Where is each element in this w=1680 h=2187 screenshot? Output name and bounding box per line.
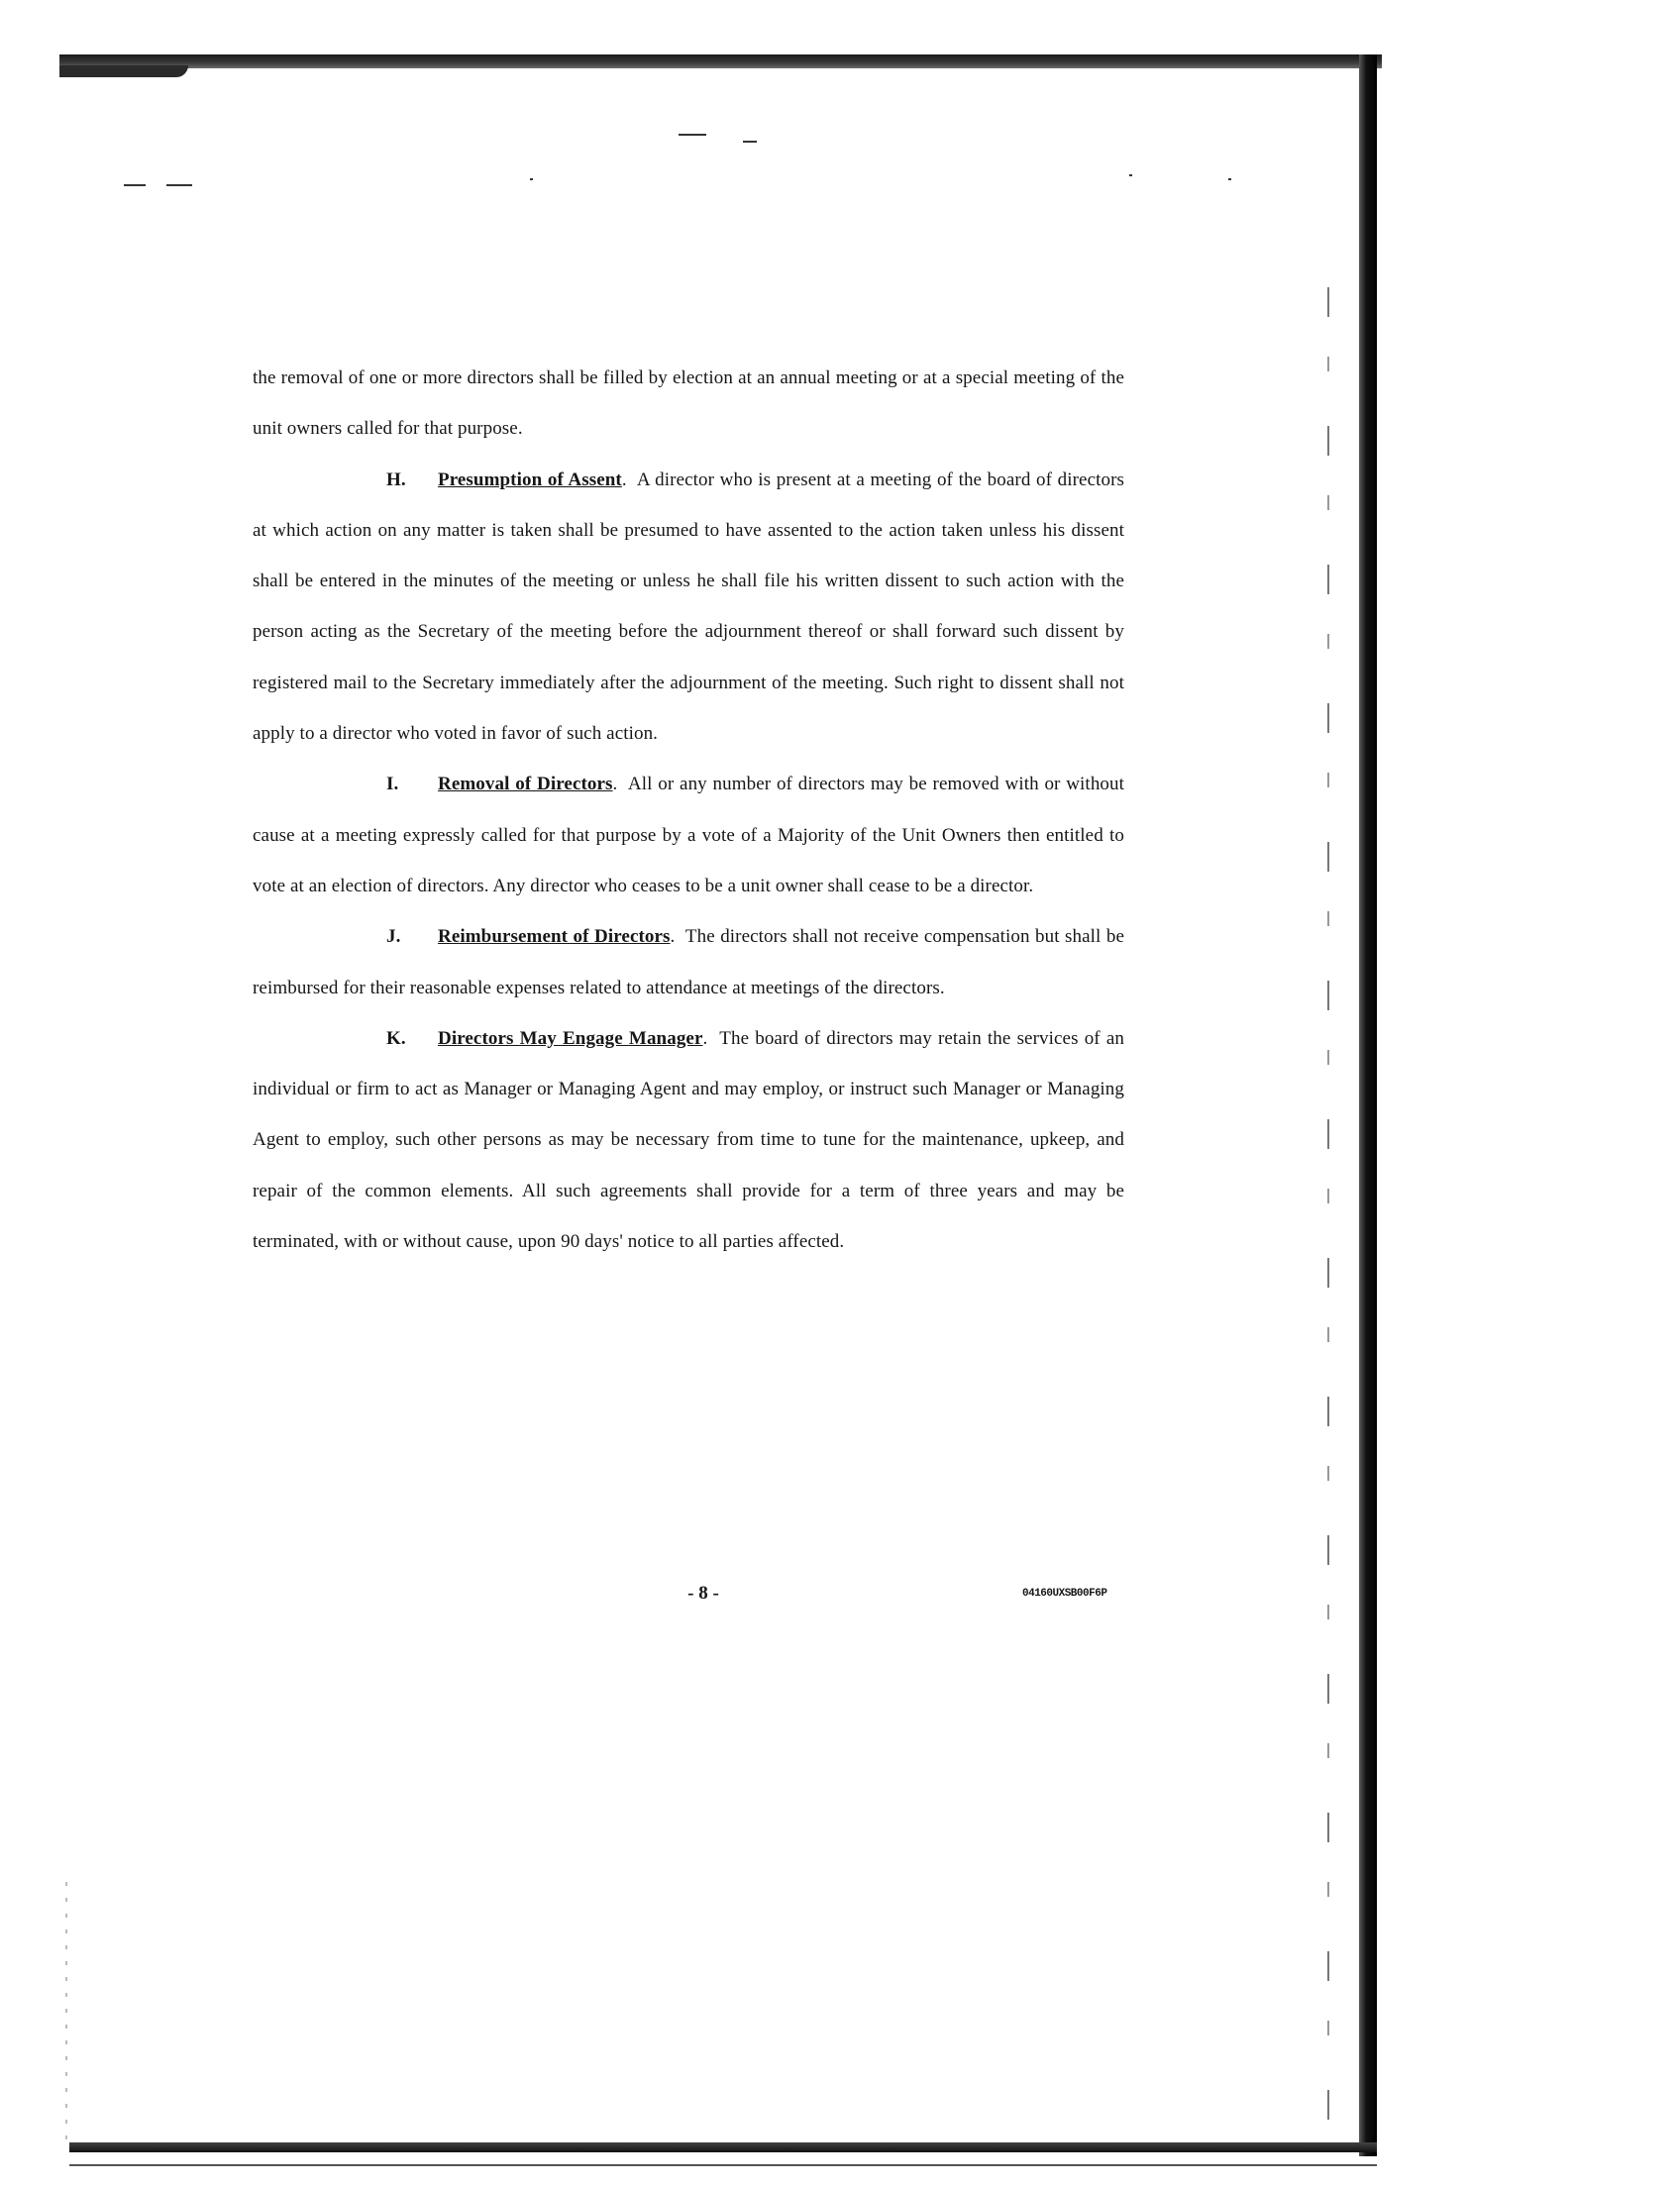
section-text: A director who is present at a meeting of the board of directors at which action on any matter is taken shall be presumed to have assented to the action taken unless his dissent shall be entered in the minutes of the meeting or unless he shall file his written dissent to such action with the person acting as the Secretary of the meeting before the adjournment thereof or shall forward such dissent by registered mail to the Secretary immediately after the adjournment of the meeting. Such right to dissent shall not apply to a director who voted in favor of such action.: [253, 469, 1124, 745]
scan-speck: [1228, 178, 1231, 180]
section-letter: K.: [386, 1027, 406, 1049]
section-title: Reimbursement of Directors: [438, 926, 671, 948]
scan-bottom-line: [69, 2164, 1377, 2166]
scan-speck: [1129, 174, 1132, 176]
scan-speck: [166, 184, 192, 186]
scan-bottom-edge: [69, 2142, 1377, 2152]
section-h: H. Presumption of Assent. A director who is present at a meeting of the board of directors at which action on any matter is taken shall be presumed to have assented to the action taken unless his dissent shall be entered in the minutes of the meeting or unless he shall file his written dissent to such action with the person acting as the Secretary of the meeting before the adjournment thereof or shall forward such dissent by registered mail to the Secretary immediately after the adjournment of the meeting. Such right to dissent shall not apply to a director who voted in favor of such action.: [253, 455, 1124, 760]
section-title: Directors May Engage Manager: [438, 1027, 703, 1049]
section-letter: H.: [386, 469, 406, 490]
scan-speck: [679, 134, 706, 136]
scan-top-edge: [59, 54, 1382, 68]
page-number: - 8 -: [687, 1583, 719, 1604]
section-k: K. Directors May Engage Manager. The board of directors may retain the services of an individual or firm to act as Manager or Managing Agent and may employ, or instruct such Manager or Managing Agent to employ, such other persons as may be necessary from time to tune for the maintenance, upkeep, and repair of the common elements. All such agreements shall provide for a term of three years and may be terminated, with or without cause, upon 90 days' notice to all parties affected.: [253, 1013, 1124, 1267]
scan-speck: [124, 184, 146, 186]
scan-right-edge: [1359, 54, 1377, 2156]
scan-left-dots: [65, 1882, 67, 2139]
section-text: The directors shall not receive compensation but shall be reimbursed for their reasonable expenses related to attendance at meetings of the directors.: [253, 926, 1124, 998]
scan-top-smudge: [59, 65, 188, 77]
section-j: J. Reimbursement of Directors. The directors shall not receive compensation but shall be reimbursed for their reasonable expenses related to attendance at meetings of the directors.: [253, 911, 1124, 1013]
section-letter: J.: [386, 926, 401, 948]
section-i: I. Removal of Directors. All or any number of directors may be removed with or without cause at a meeting expressly called for that purpose by a vote of a Majority of the Unit Owners then entitled to vote at an election of directors. Any director who ceases to be a unit owner shall cease to be a director.: [253, 759, 1124, 911]
section-text: All or any number of directors may be removed with or without cause at a meeting expressly called for that purpose by a vote of a Majority of the Unit Owners then entitled to vote at an election of directors. Any director who ceases to be a unit owner shall cease to be a director.: [253, 774, 1124, 896]
document-body: [253, 353, 1124, 1267]
document-code: 04160UXSB00F6P: [1022, 1588, 1107, 1600]
section-letter: I.: [386, 774, 399, 795]
intro-paragraph: the removal of one or more directors shall be filled by election at an annual meeting or at a special meeting of the unit owners called for that purpose.: [253, 367, 1124, 440]
scan-speck: [530, 178, 533, 180]
scan-right-margin-line: [1327, 287, 1329, 2130]
section-title: Presumption of Assent: [438, 469, 622, 490]
section-title: Removal of Directors: [438, 774, 613, 795]
section-text: The board of directors may retain the services of an individual or firm to act as Manager or Managing Agent and may employ, or instruct such Manager or Managing Agent to employ, such other persons as may be necessary from time to tune for the maintenance, upkeep, and repair of the common elements. All such agreements shall provide for a term of three years and may be terminated, with or without cause, upon 90 days' notice to all parties affected.: [253, 1027, 1124, 1253]
scan-speck: [743, 141, 757, 143]
